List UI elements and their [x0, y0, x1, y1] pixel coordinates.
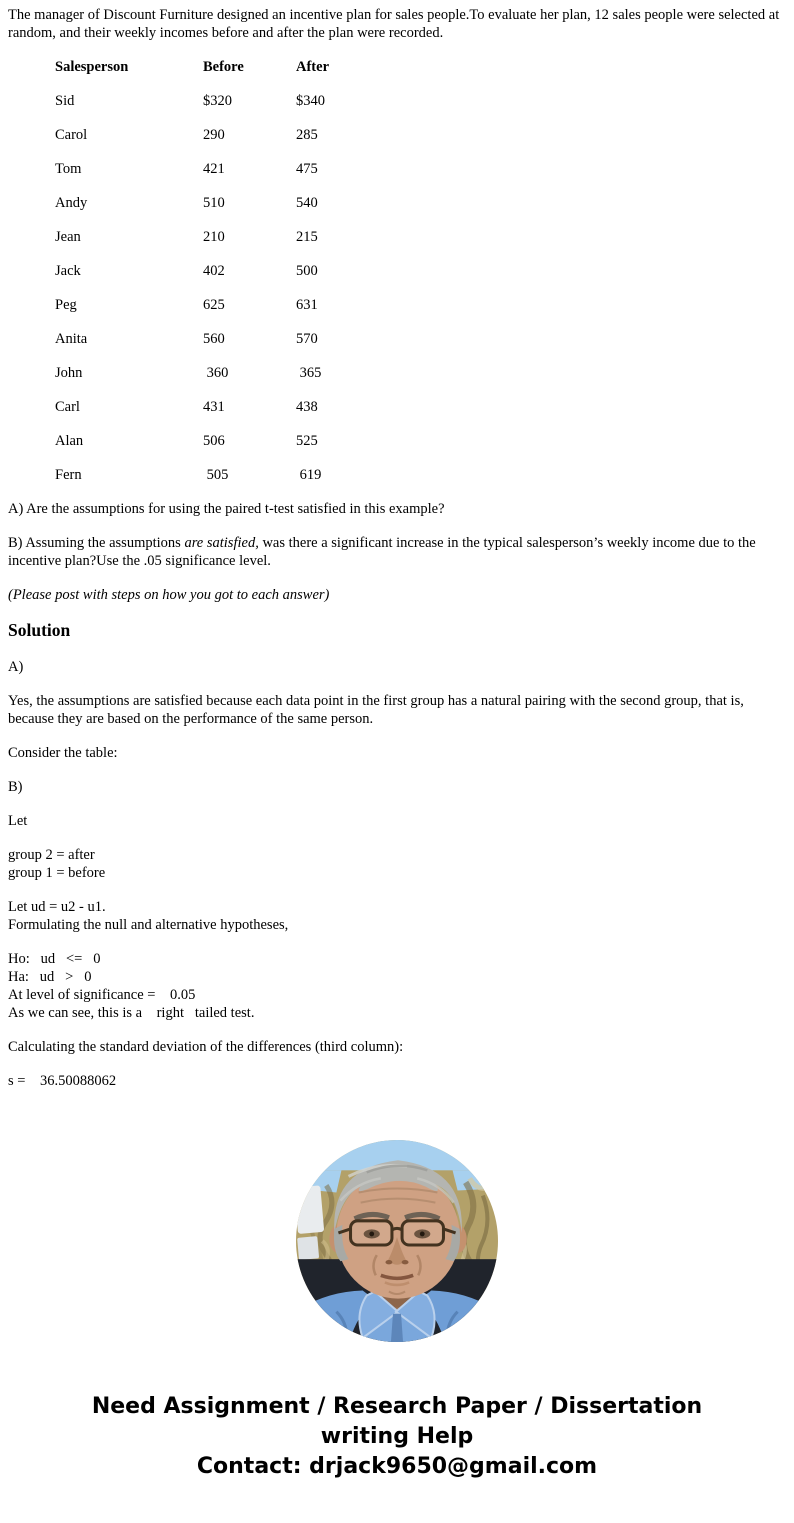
question-b-suffix: was there a significant increase in the typical salesperson’s weekly income due to the incentive plan?Use the .05 significance level.: [8, 535, 756, 569]
cell-name: Carl: [55, 399, 80, 415]
solution-heading: Solution: [8, 620, 71, 640]
cell-after: 619: [296, 467, 322, 483]
cell-after: 631: [296, 297, 318, 313]
question-b: [8, 534, 786, 570]
cell-before: 510: [203, 195, 225, 211]
cell-after: 525: [296, 433, 318, 449]
table-row: [55, 262, 376, 296]
cell-before: 431: [203, 399, 225, 415]
cell-before: 290: [203, 127, 225, 143]
intro-paragraph: The manager of Discount Furniture designed an incentive plan for sales people.To evaluate her plan, 12 sales people were selected at random, and their weekly incomes before and after the plan were recorded.: [8, 7, 780, 41]
promo-line: Need Assignment / Research Paper / Dissertation: [91, 1394, 703, 1419]
column-header-before: Before: [203, 59, 244, 75]
table-row: [55, 160, 376, 194]
cell-name: Peg: [55, 297, 77, 313]
question-a: A) Are the assumptions for using the paired t-test satisfied in this example?: [8, 501, 445, 517]
question-b-prefix: B) Assuming the assumptions: [8, 535, 185, 551]
question-b-italic: are satisfied,: [184, 535, 259, 551]
table-row: [55, 126, 376, 160]
cell-after: 475: [296, 161, 318, 177]
table-row: [55, 330, 376, 364]
cell-after: 285: [296, 127, 318, 143]
null-hypothesis: Ho: ud <= 0: [8, 951, 101, 967]
tutor-portrait-photo: [296, 1140, 498, 1342]
table-row: [55, 466, 376, 500]
part-a-answer: Yes, the assumptions are satisfied because each data point in the first group has a natural pairing with the second group, that is, because they are based on the performance of the same person.: [8, 693, 744, 727]
table-row: [55, 194, 376, 228]
cell-after: 570: [296, 331, 318, 347]
table-row: [55, 228, 376, 262]
cell-after: 365: [296, 365, 322, 381]
sd-calculation-text: Calculating the standard deviation of the differences (third column):: [8, 1039, 404, 1055]
cell-name: Andy: [55, 195, 88, 211]
consider-table-text: Consider the table:: [8, 745, 118, 761]
cell-name: John: [55, 365, 83, 381]
promo-contact-email: Contact: drjack9650@gmail.com: [196, 1454, 598, 1479]
cell-before: 560: [203, 331, 225, 347]
cell-before: $320: [203, 93, 232, 109]
cell-before: 625: [203, 297, 225, 313]
table-row: [55, 92, 376, 126]
let-label: Let: [8, 813, 28, 829]
cell-after: $340: [296, 93, 325, 109]
cell-name: Fern: [55, 467, 82, 483]
tail-test-line: As we can see, this is a right tailed test.: [8, 1005, 255, 1021]
group-definitions: [8, 846, 786, 882]
cell-before: 505: [203, 467, 229, 483]
promo-line: writing Help: [320, 1424, 474, 1449]
table-row: [55, 398, 376, 432]
column-header-salesperson: Salesperson: [55, 59, 129, 75]
part-b-label: B): [8, 779, 23, 795]
cell-name: Alan: [55, 433, 84, 449]
cell-after: 540: [296, 195, 318, 211]
cell-name: Jean: [55, 229, 81, 245]
table-row: [55, 432, 376, 466]
cell-name: Anita: [55, 331, 88, 347]
table-header-row: [55, 58, 376, 92]
cell-before: 506: [203, 433, 225, 449]
part-a-label: A): [8, 659, 24, 675]
portrait-illustration: [296, 1140, 498, 1342]
cell-before: 360: [203, 365, 229, 381]
promo-banner: [8, 1392, 786, 1482]
cell-name: Jack: [55, 263, 81, 279]
column-header-after: After: [296, 59, 330, 75]
cell-name: Tom: [55, 161, 82, 177]
formulating-line: Formulating the null and alternative hypotheses,: [8, 917, 289, 933]
significance-level-line: At level of significance = 0.05: [8, 987, 196, 1003]
let-ud-line: Let ud = u2 - u1.: [8, 899, 106, 915]
cell-after: 500: [296, 263, 318, 279]
cell-before: 210: [203, 229, 225, 245]
hypothesis-setup: [8, 898, 786, 934]
salary-table: [55, 58, 376, 500]
group-1-line: group 1 = before: [8, 865, 106, 881]
cell-after: 438: [296, 399, 318, 415]
table-row: [55, 296, 376, 330]
hypotheses-block: [8, 950, 786, 1022]
s-value: s = 36.50088062: [8, 1073, 117, 1089]
cell-after: 215: [296, 229, 318, 245]
alternative-hypothesis: Ha: ud > 0: [8, 969, 92, 985]
table-row: [55, 364, 376, 398]
group-2-line: group 2 = after: [8, 847, 95, 863]
cell-name: Sid: [55, 93, 75, 109]
posting-note: (Please post with steps on how you got to each answer): [8, 587, 330, 603]
cell-before: 421: [203, 161, 225, 177]
cell-name: Carol: [55, 127, 88, 143]
cell-before: 402: [203, 263, 225, 279]
